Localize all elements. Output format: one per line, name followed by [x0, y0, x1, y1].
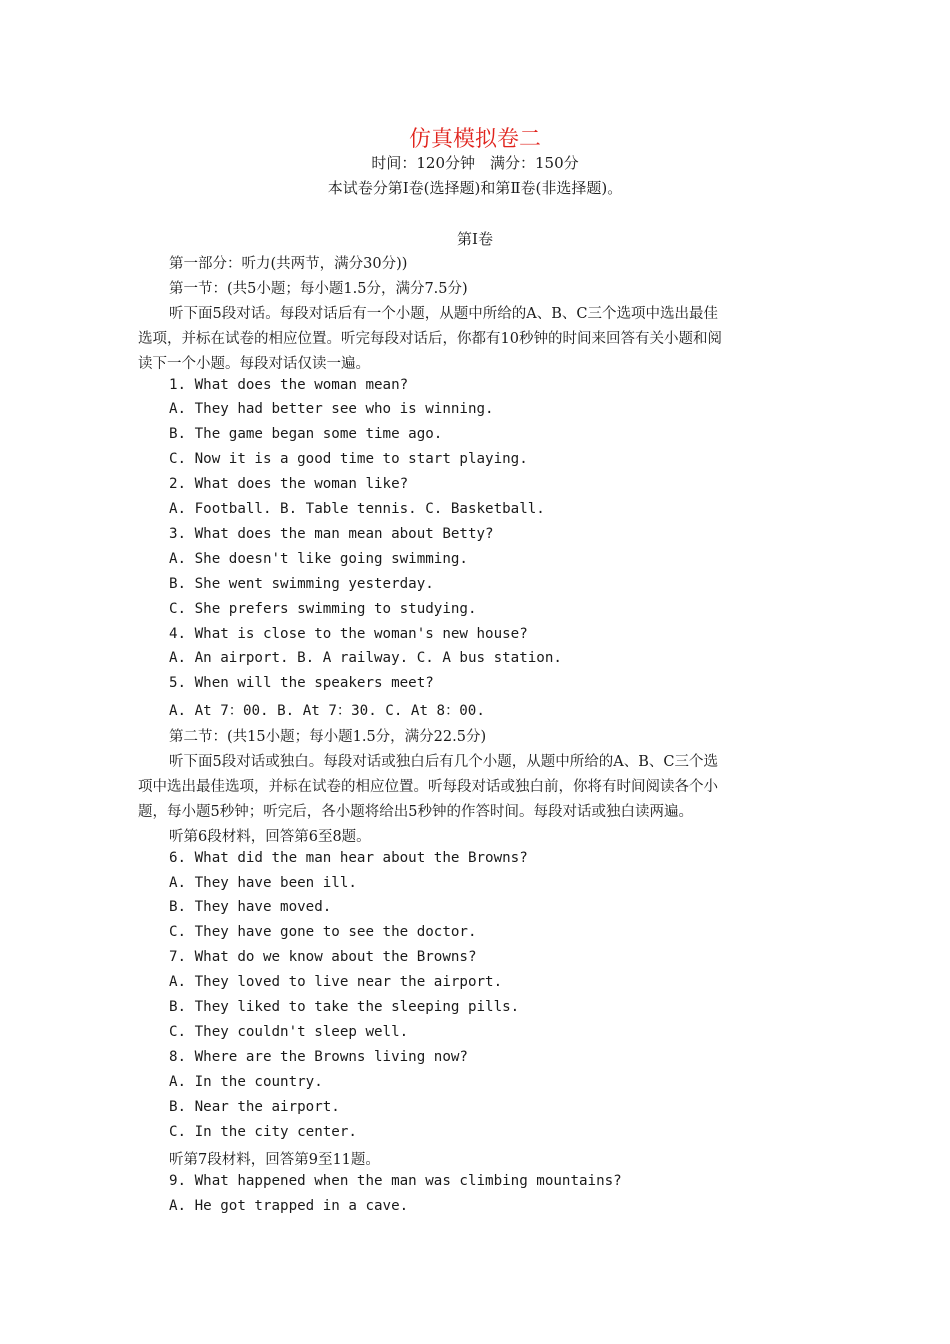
text-line: 7. What do we know about the Browns?: [169, 949, 477, 966]
text-line: 项中选出最佳选项，并标在试卷的相应位置。听每段对话或独白前，你将有时间阅读各个小: [138, 778, 718, 795]
text-line: B. The game began some time ago.: [169, 426, 443, 443]
text-line: B. They have moved.: [169, 899, 332, 916]
text-line: A. He got trapped in a cave.: [169, 1198, 409, 1215]
text-line: A. In the country.: [169, 1073, 323, 1090]
paper-note: 本试卷分第Ⅰ卷(选择题)和第Ⅱ卷(非选择题)。: [327, 179, 623, 197]
text-line: B. Near the airport.: [169, 1098, 340, 1115]
text-line: C. They couldn't sleep well.: [169, 1023, 409, 1040]
text-line: A. An airport. B. A railway. C. A bus station.: [169, 650, 562, 667]
text-line: C. Now it is a good time to start playing.: [169, 451, 528, 468]
text-line: 5. When will the speakers meet?: [169, 675, 434, 692]
text-line: 读下一个小题。每段对话仅读一遍。: [138, 355, 370, 372]
text-line: 2. What does the woman like?: [169, 476, 409, 493]
text-line: A. Football. B. Table tennis. C. Basketball.: [169, 501, 545, 517]
text-line: C. She prefers swimming to studying.: [169, 600, 477, 617]
text-line: C. In the city center.: [169, 1123, 357, 1140]
text-line: 听下面5段对话。每段对话后有一个小题，从题中所给的A、B、C三个选项中选出最佳: [169, 305, 718, 322]
text-line: A. They loved to live near the airport.: [169, 974, 503, 991]
text-line: 听第6段材料，回答第6至8题。: [169, 828, 371, 845]
text-line: 第一部分：听力(共两节，满分30分)): [169, 256, 408, 272]
volume-heading: 第Ⅰ卷: [457, 230, 493, 248]
time-info: 时间：120分钟 满分：150分: [371, 154, 579, 172]
page-title: 仿真模拟卷二: [408, 127, 541, 152]
text-line: C. They have gone to see the doctor.: [169, 924, 477, 941]
text-line: 3. What does the man mean about Betty?: [169, 525, 494, 542]
text-line: 9. What happened when the man was climbing mountains?: [169, 1173, 622, 1190]
text-line: B. She went swimming yesterday.: [169, 575, 434, 592]
text-line: A. They had better see who is winning.: [169, 401, 494, 418]
text-line: 选项，并标在试卷的相应位置。听完每段对话后，你都有10秒钟的时间来回答有关小题和阅: [138, 330, 722, 347]
text-line: A. She doesn't like going swimming.: [169, 550, 468, 567]
text-line: 听下面5段对话或独白。每段对话或独白后有几个小题，从题中所给的A、B、C三个选: [169, 754, 718, 770]
text-line: A. At 7：00. B. At 7：30. C. At 8：00.: [169, 703, 485, 720]
text-line: 题，每小题5秒钟；听完后，各小题将给出5秒钟的作答时间。每段对话或独白读两遍。: [138, 803, 693, 820]
text-line: 第一节：(共5小题；每小题1.5分，满分7.5分): [169, 280, 468, 297]
text-line: 6. What did the man hear about the Browns?: [169, 849, 528, 866]
text-line: B. They liked to take the sleeping pills.: [169, 999, 520, 1015]
text-line: 1. What does the woman mean?: [169, 376, 409, 393]
text-line: 8. Where are the Browns living now?: [169, 1048, 468, 1065]
text-line: A. They have been ill.: [169, 874, 357, 891]
text-line: 4. What is close to the woman's new house?: [169, 625, 528, 642]
text-line: 听第7段材料，回答第9至11题。: [169, 1152, 380, 1169]
text-line: 第二节：(共15小题；每小题1.5分，满分22.5分): [169, 729, 487, 746]
